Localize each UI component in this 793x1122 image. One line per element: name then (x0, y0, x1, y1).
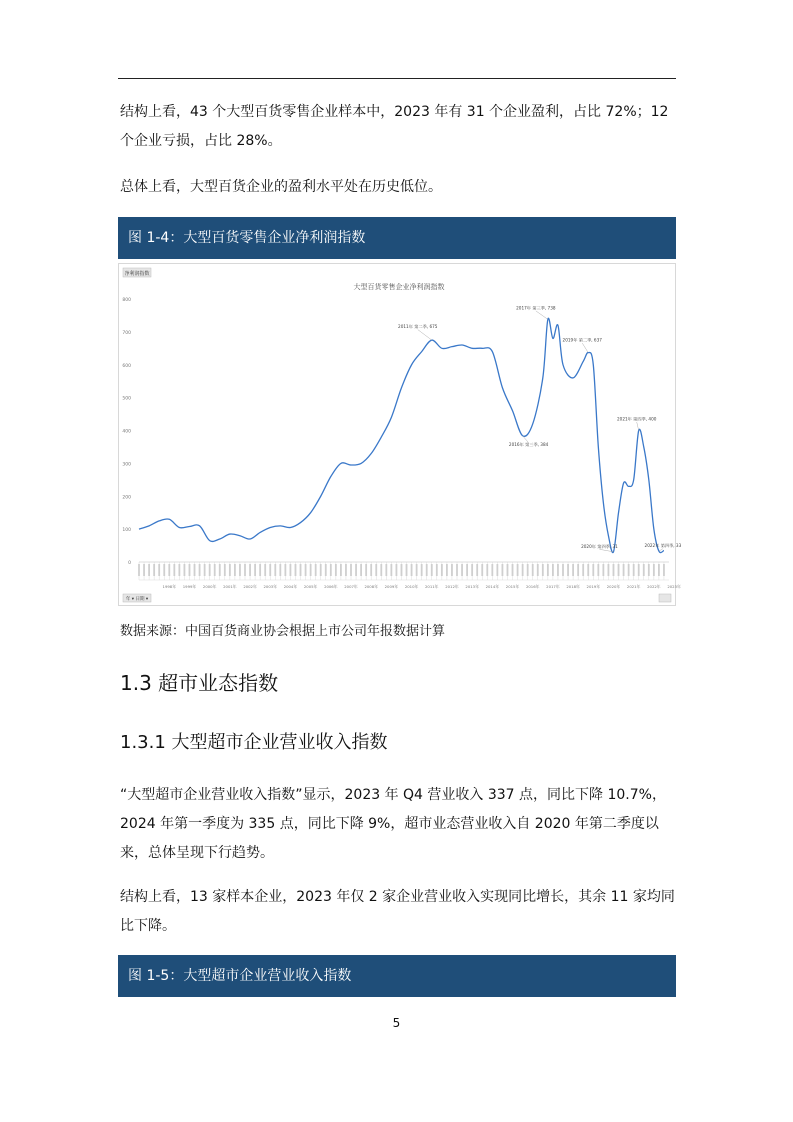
chart-axis-filter-label: 年 ▾ 日期 ▾ (125, 597, 149, 602)
x-quarter-label (158, 564, 160, 576)
y-tick-label: 0 (128, 561, 131, 566)
x-quarter-label (648, 564, 650, 576)
data-point-annotation: 2017年 第三季, 738 (516, 305, 556, 311)
x-quarter-label (345, 564, 347, 576)
x-year-label: 2000年 (202, 584, 217, 589)
x-year-label: 2011年 (425, 584, 439, 589)
x-quarter-label (194, 564, 196, 576)
x-quarter-label (597, 564, 599, 576)
x-year-label: 2007年 (344, 584, 358, 589)
x-quarter-label (340, 564, 342, 576)
x-quarter-label (613, 564, 615, 576)
x-quarter-label (300, 564, 302, 576)
x-quarter-label (592, 564, 594, 576)
x-quarter-label (542, 564, 544, 576)
x-quarter-label (153, 564, 155, 576)
x-quarter-label (502, 564, 504, 576)
x-year-label: 2012年 (445, 584, 459, 589)
x-year-label: 2003年 (263, 584, 277, 589)
x-quarter-label (204, 564, 206, 576)
figure-caption-1-4: 图 1-4：大型百货零售企业净利润指数 (118, 217, 676, 259)
x-year-label: 2017年 (546, 584, 560, 589)
x-quarter-label (496, 564, 498, 576)
x-quarter-label (401, 564, 403, 576)
data-point-annotation: 2019年 第二季, 637 (562, 337, 602, 343)
x-quarter-label (350, 564, 352, 576)
x-quarter-label (577, 564, 579, 576)
x-quarter-label (335, 564, 337, 576)
x-quarter-label (552, 564, 554, 576)
header-rule (118, 78, 676, 79)
x-quarter-label (456, 564, 458, 576)
y-tick-label: 400 (122, 429, 131, 435)
x-quarter-label (527, 564, 529, 576)
x-quarter-label (355, 564, 357, 576)
y-tick-label: 800 (122, 298, 131, 303)
x-quarter-label (572, 564, 574, 576)
x-quarter-label (320, 564, 322, 576)
x-quarter-label (618, 564, 620, 576)
x-year-label: 2023年 (667, 584, 681, 589)
x-quarter-label (653, 564, 655, 576)
x-quarter-label (481, 564, 483, 576)
x-quarter-label (184, 564, 186, 576)
x-quarter-label (229, 564, 231, 576)
x-quarter-label (537, 564, 539, 576)
x-quarter-label (451, 564, 453, 576)
x-quarter-label (199, 564, 201, 576)
paragraph-revenue-index: “大型超市企业营业收入指数”显示，2023 年 Q4 营业收入 337 点，同比下降 10.7%，2024 年第一季度为 335 点，同比下降 9%，超市业态营业收入自 2020 年第二季度以来，总体呈现下行趋势。 (120, 787, 666, 861)
net-profit-chart (118, 263, 682, 606)
x-quarter-label (562, 564, 564, 576)
x-quarter-label (279, 564, 281, 576)
x-quarter-label (411, 564, 413, 576)
chart-field-button-label: 净利润指数 (124, 271, 150, 277)
x-quarter-label (178, 564, 180, 576)
y-tick-label: 600 (122, 363, 131, 369)
y-tick-label: 300 (122, 462, 131, 468)
x-quarter-label (638, 564, 640, 576)
x-quarter-label (249, 564, 251, 576)
x-quarter-label (476, 564, 478, 576)
subsection-heading: 1.3.1 大型超市企业营业收入指数 (120, 732, 388, 753)
x-quarter-label (547, 564, 549, 576)
annotation-leader (582, 343, 588, 353)
x-quarter-label (365, 564, 367, 576)
x-year-label: 2001年 (223, 584, 237, 589)
x-quarter-label (406, 564, 408, 576)
figure-caption-1-5: 图 1-5：大型超市企业营业收入指数 (118, 955, 676, 997)
annotation-leader (418, 330, 432, 341)
y-tick-label: 500 (122, 396, 131, 402)
section-heading: 1.3 超市业态指数 (120, 671, 279, 695)
x-quarter-label (325, 564, 327, 576)
x-year-label: 2010年 (404, 584, 419, 589)
x-quarter-label (582, 564, 584, 576)
x-quarter-label (446, 564, 448, 576)
x-year-label: 2013年 (465, 584, 479, 589)
x-year-label: 2020年 (606, 584, 621, 589)
x-year-label: 2014年 (485, 584, 500, 589)
x-quarter-label (315, 564, 317, 576)
x-quarter-label (471, 564, 473, 576)
annotation-leader (659, 549, 663, 552)
x-quarter-label (138, 564, 140, 576)
x-quarter-label (284, 564, 286, 576)
x-quarter-label (507, 564, 509, 576)
x-quarter-label (163, 564, 165, 576)
x-quarter-label (517, 564, 519, 576)
x-quarter-label (466, 564, 468, 576)
annotation-leader (637, 422, 639, 431)
x-quarter-label (305, 564, 307, 576)
x-year-label: 2006年 (324, 584, 338, 589)
x-quarter-label (274, 564, 276, 576)
x-quarter-label (360, 564, 362, 576)
x-year-label: 1998年 (162, 584, 177, 589)
paragraph-profit-summary: 总体上看，大型百货企业的盈利水平处在历史低位。 (120, 179, 442, 195)
x-year-label: 2015年 (505, 584, 520, 589)
x-year-label: 2004年 (283, 584, 298, 589)
y-tick-label: 200 (122, 495, 131, 501)
x-quarter-label (602, 564, 604, 576)
x-quarter-label (532, 564, 534, 576)
x-quarter-label (310, 564, 312, 576)
x-quarter-label (522, 564, 524, 576)
annotation-leader (536, 311, 548, 320)
x-year-label: 2016年 (525, 584, 540, 589)
x-quarter-label (295, 564, 297, 576)
x-quarter-label (396, 564, 398, 576)
x-quarter-label (380, 564, 382, 576)
x-quarter-label (214, 564, 216, 576)
x-quarter-label (416, 564, 418, 576)
y-tick-label: 100 (122, 528, 131, 534)
x-quarter-label (663, 564, 665, 576)
data-point-annotation: 2021年 第四季, 400 (617, 416, 657, 422)
x-quarter-label (264, 564, 266, 576)
x-quarter-label (461, 564, 463, 576)
x-year-label: 2018年 (566, 584, 580, 589)
data-point-annotation: 2016年 第三季, 384 (508, 441, 549, 447)
x-quarter-label (254, 564, 256, 576)
x-quarter-label (244, 564, 246, 576)
x-quarter-label (168, 564, 170, 576)
x-quarter-label (587, 564, 589, 576)
x-quarter-label (623, 564, 625, 576)
x-quarter-label (436, 564, 438, 576)
x-quarter-label (385, 564, 387, 576)
net-profit-chart-svg (119, 264, 682, 605)
x-year-label: 2021年 (626, 584, 641, 589)
x-quarter-label (643, 564, 645, 576)
x-quarter-label (148, 564, 150, 576)
data-point-annotation: 2011年 第二季, 675 (398, 324, 438, 330)
x-year-label: 2019年 (586, 584, 601, 589)
x-year-label: 1999年 (182, 584, 197, 589)
x-quarter-label (426, 564, 428, 576)
x-year-label: 2022年 (647, 584, 661, 589)
x-year-label: 2002年 (243, 584, 257, 589)
x-year-label: 2009年 (384, 584, 399, 589)
x-quarter-label (330, 564, 332, 576)
x-quarter-label (486, 564, 488, 576)
x-quarter-label (390, 564, 392, 576)
x-quarter-label (370, 564, 372, 576)
data-point-annotation: 2020年 第四季, 31 (581, 543, 618, 549)
x-quarter-label (421, 564, 423, 576)
data-source-note: 数据来源：中国百货商业协会根据上市公司年报数据计算 (120, 624, 446, 639)
x-quarter-label (628, 564, 630, 576)
x-quarter-label (557, 564, 559, 576)
x-year-label: 2008年 (364, 584, 378, 589)
y-tick-label: 700 (122, 330, 131, 336)
x-quarter-label (219, 564, 221, 576)
x-quarter-label (173, 564, 175, 576)
x-quarter-label (633, 564, 635, 576)
x-quarter-label (189, 564, 191, 576)
data-point-annotation: 2022年 第四季, 33 (644, 543, 682, 549)
x-quarter-label (143, 564, 145, 576)
x-quarter-label (224, 564, 226, 576)
x-quarter-label (375, 564, 377, 576)
x-quarter-label (512, 564, 514, 576)
paragraph-revenue-structure: 结构上看，13 家样本企业，2023 年仅 2 家企业营业收入实现同比增长，其余 11 家均同比下降。 (120, 889, 675, 934)
chart-collapse-button[interactable] (659, 594, 671, 602)
x-quarter-label (239, 564, 241, 576)
x-year-label: 2005年 (303, 584, 318, 589)
x-quarter-label (234, 564, 236, 576)
x-quarter-label (269, 564, 271, 576)
x-quarter-label (491, 564, 493, 576)
x-quarter-label (567, 564, 569, 576)
page-number: 5 (392, 1016, 401, 1030)
x-quarter-label (441, 564, 443, 576)
x-quarter-label (431, 564, 433, 576)
net-profit-series-line (139, 318, 664, 552)
x-quarter-label (259, 564, 261, 576)
chart-title: 大型百货零售企业净利润指数 (353, 283, 445, 291)
paragraph-profit-structure: 结构上看，43 个大型百货零售企业样本中，2023 年有 31 个企业盈利，占比 72%；12 个企业亏损，占比 28%。 (120, 104, 669, 149)
x-quarter-label (608, 564, 610, 576)
x-quarter-label (209, 564, 211, 576)
x-quarter-label (290, 564, 292, 576)
x-quarter-label (658, 564, 660, 576)
